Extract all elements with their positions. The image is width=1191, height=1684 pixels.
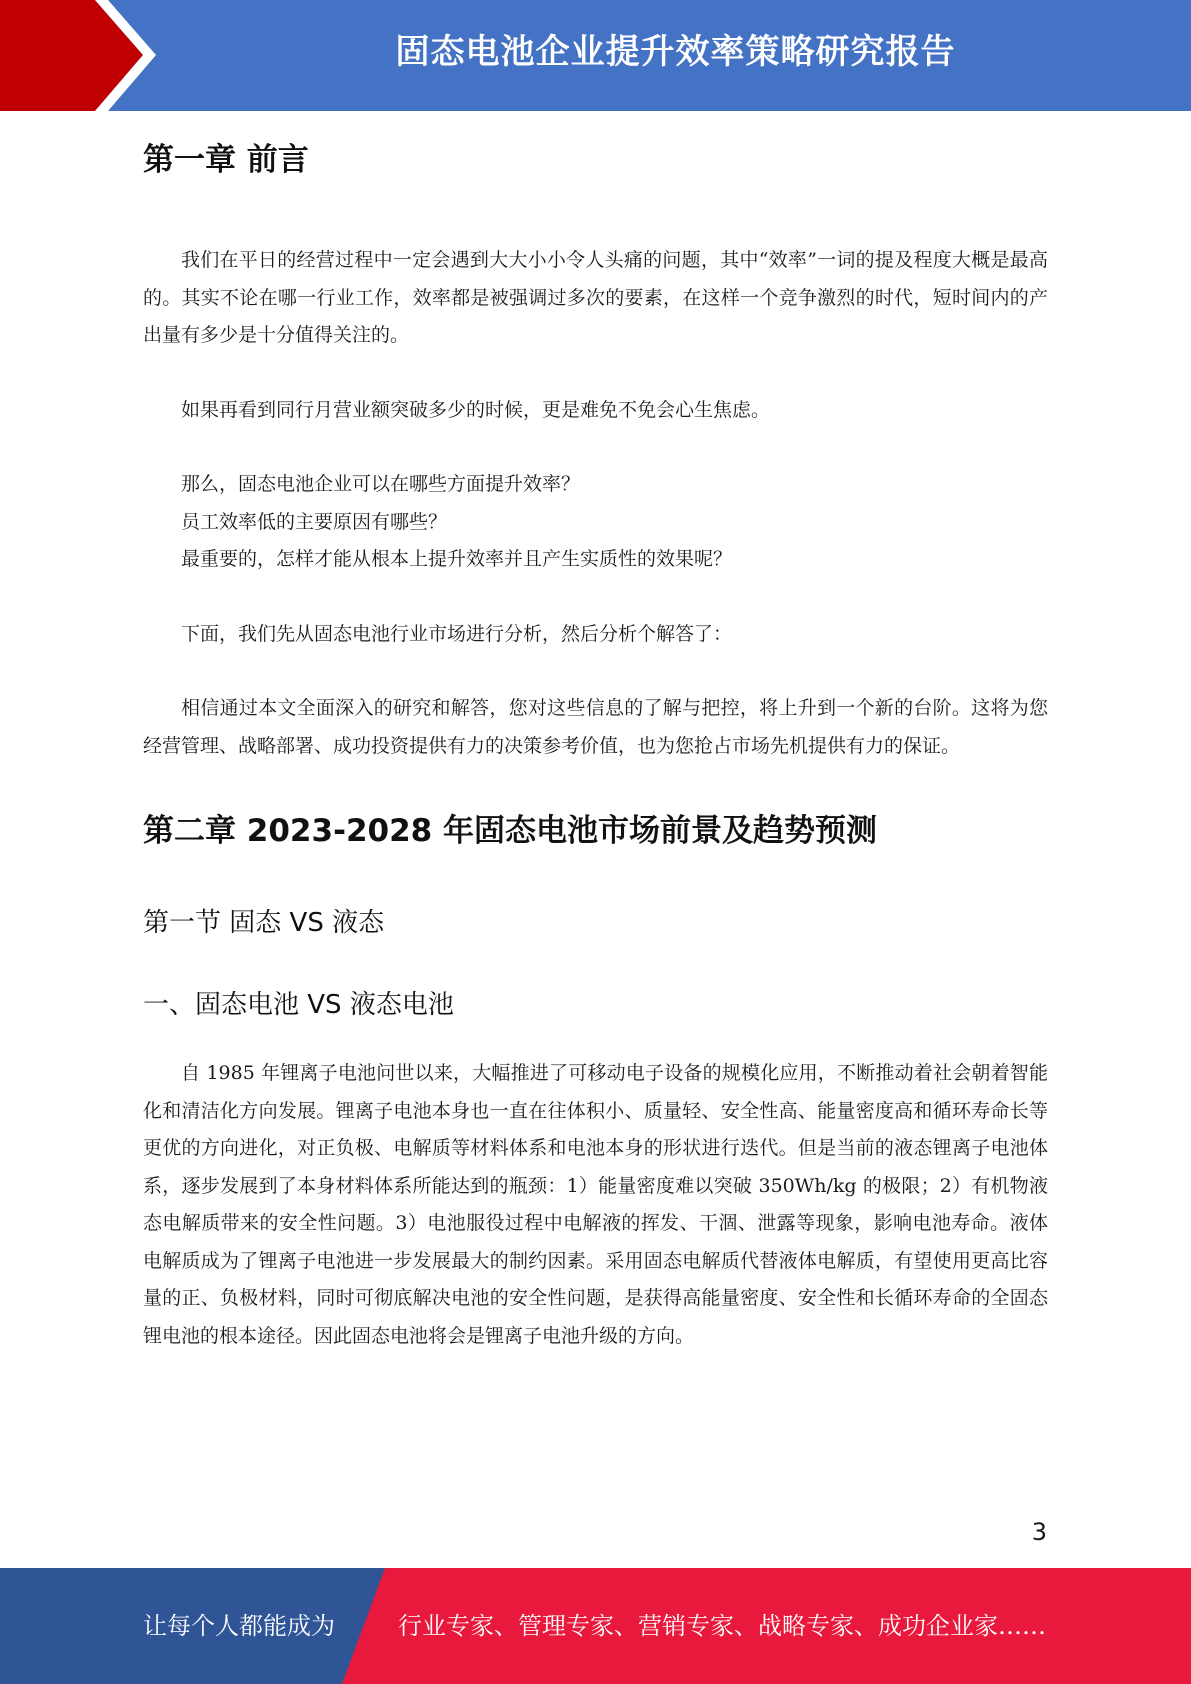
document-title: 固态电池企业提升效率策略研究报告 (395, 32, 956, 72)
question-2: 员工效率低的主要原因有哪些？ (181, 510, 448, 533)
page-content (143, 130, 1048, 1355)
chapter-1-title: 第一章 前言 (143, 142, 309, 178)
paragraph: 我们在平日的经营过程中一定会遇到大大小小令人头痛的问题，其中“效率”一词的提及程度大概是最高的。其实不论在哪一行业工作，效率都是被强调过多次的要素，在这样一个竞争激烈的时代，短时间内的产出量有多少是十分值得关注的。 (143, 249, 1048, 346)
header-banner (0, 0, 1191, 111)
chapter-2-title: 第二章 2023-2028 年固态电池市场前景及趋势预测 (143, 813, 878, 849)
paragraph: 下面，我们先从固态电池行业市场进行分析，然后分析个解答了： (181, 622, 733, 645)
section-1-title: 第一节 固态 VS 液态 (143, 908, 385, 938)
footer-slogan-left: 让每个人都能成为 (143, 1612, 335, 1640)
footer-slogan-right: 行业专家、管理专家、营销专家、战略专家、成功企业家…… (398, 1612, 1046, 1640)
footer-banner (0, 1568, 1191, 1684)
page-number: 3 (1031, 1518, 1047, 1546)
question-1: 那么，固态电池企业可以在哪些方面提升效率？ (181, 473, 581, 495)
paragraph: 自 1985 年锂离子电池问世以来，大幅推进了可移动电子设备的规模化应用，不断推动着社会朝着智能化和清洁化方向发展。锂离子电池本身也一直在往体积小、质量轻、安全性高、能量密度高和循环寿命长等更优的方向进化，对正负极、电解质等材料体系和电池本身的形状进行迭代。但是当前的液态锂离子电池体系，逐步发展到了本身材料体系所能达到的瓶颈：1）能量密度难以突破 350Wh/kg 的极限；2）有机物液态电解质带来的安全性问题。3）电池服役过程中电解液的挥发、干涸、泄露等现象，影响电池寿命。液体电解质成为了锂离子电池进一步发展最大的制约因素。采用固态电解质代替液体电解质，有望使用更高比容量的正、负极材料，同时可彻底解决电池的安全性问题，是获得高能量密度、安全性和长循环寿命的全固态锂电池的根本途径。因此固态电池将会是锂离子电池升级的方向。 (143, 1062, 1048, 1347)
paragraph: 相信通过本文全面深入的研究和解答，您对这些信息的了解与把控，将上升到一个新的台阶。这将为您经营管理、战略部署、成功投资提供有力的决策参考价值，也为您抢占市场先机提供有力的保证。 (143, 697, 1048, 757)
header-chevron-decoration (0, 0, 160, 111)
paragraph: 如果再看到同行月营业额突破多少的时候，更是难免不免会心生焦虑。 (181, 398, 771, 421)
question-3: 最重要的，怎样才能从根本上提升效率并且产生实质性的效果呢？ (181, 548, 733, 570)
subsection-1-title: 一、固态电池 VS 液态电池 (143, 990, 454, 1020)
